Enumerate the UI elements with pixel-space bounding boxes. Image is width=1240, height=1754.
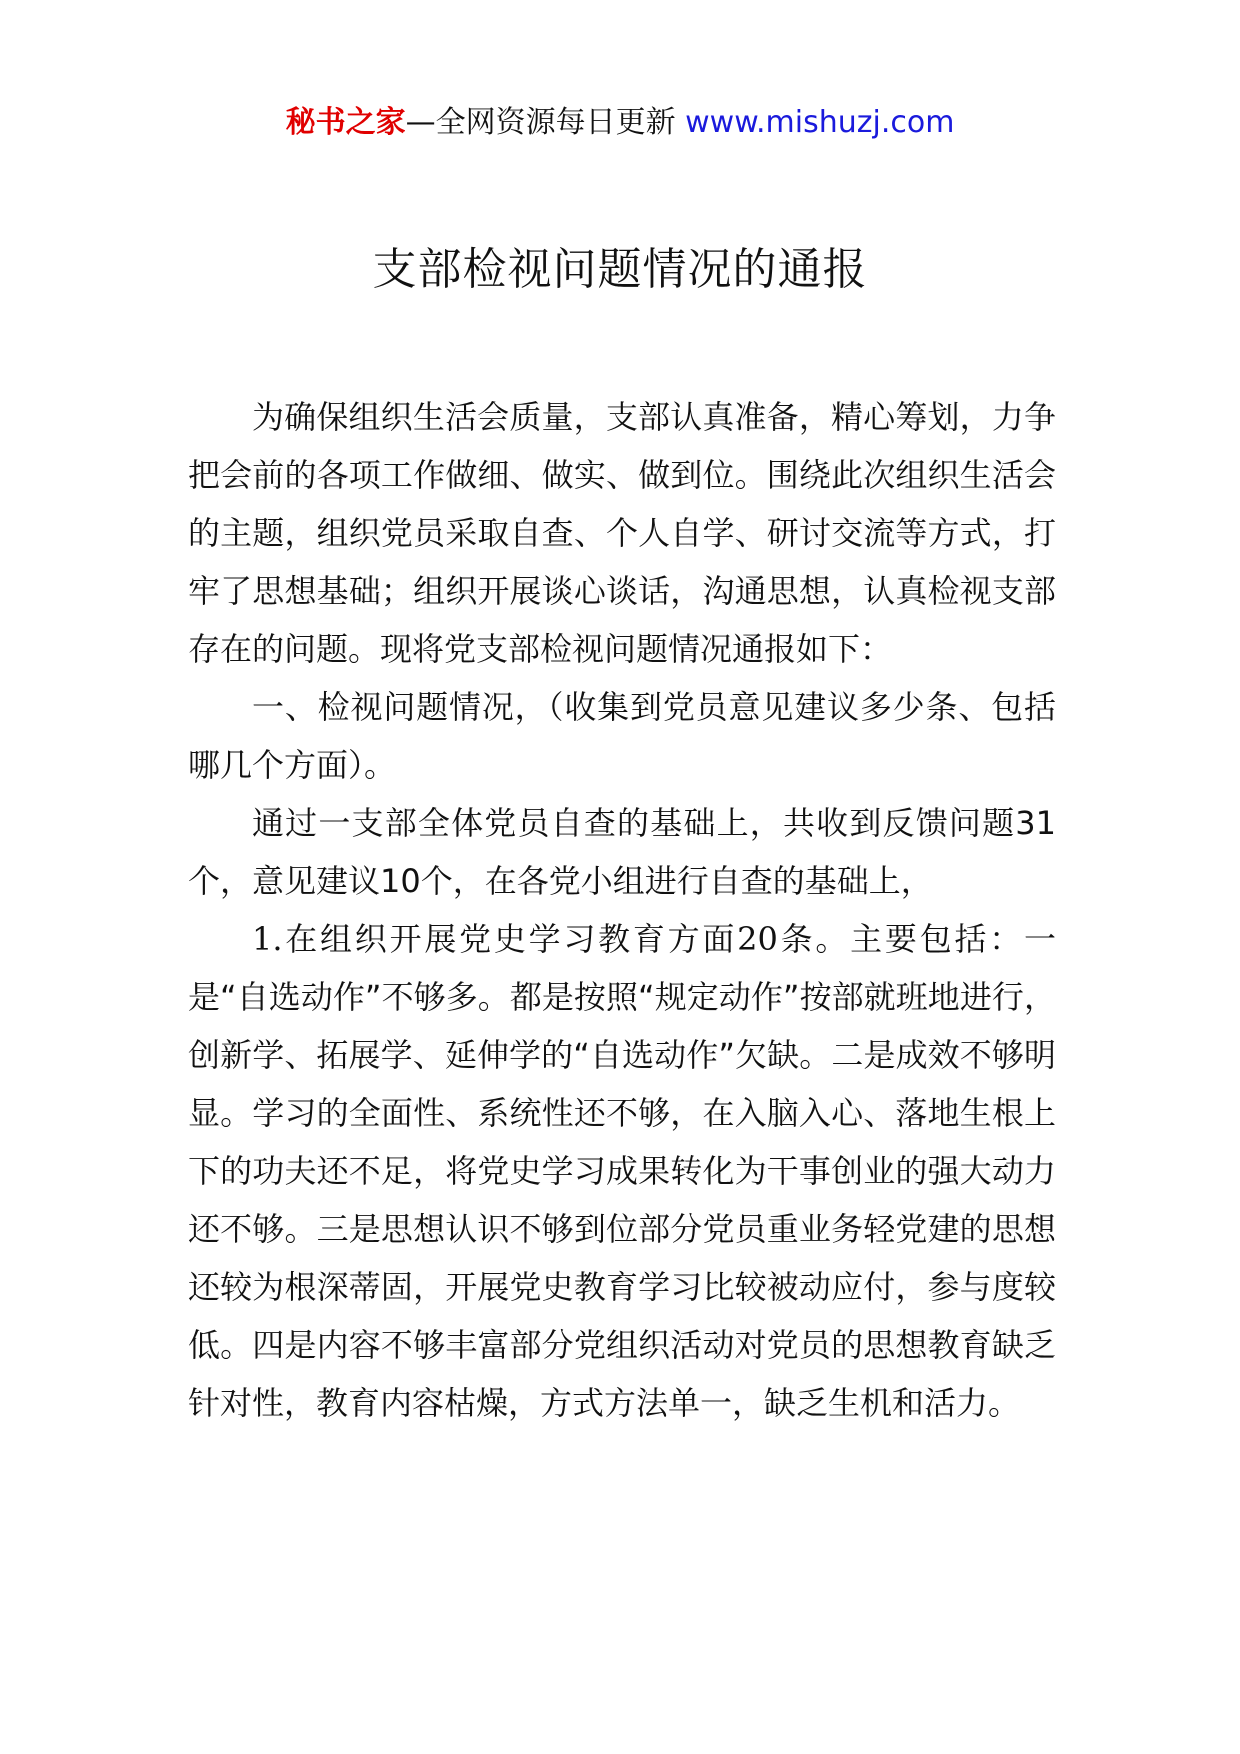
header-tagline: 全网资源每日更新 [435,105,676,140]
item-text-a: 在组织开展党史学习教育方面 [282,920,738,958]
document-title: 支部检视问题情况的通报 [372,244,868,295]
header-url-link[interactable]: www.mishuzj.com [685,105,955,140]
paragraph-summary: 通过一支部全体党员自查的基础上，共收到反馈问题31个，意见建议10个，在各党小组进行自查的基础上， [188,804,1056,900]
item-text-b: 条。主要包括：一是“自选动作”不够多。都是按照“规定动作”按部就班地进行，创新学、拓展学、延伸学的“自选动作”欠缺。二是成效不够明显。学习的全面性、系统性还不够，在入脑入心、落地生根上下的功夫还不足，将党史学习成果转化为干事创业的强大动力还不够。三是思想认识不够到位部分党员重业务轻党建的思想还较为根深蒂固，开展党史教育学习比较被动应付，参与度较低。四是内容不够丰富部分党组织活动对党员的思想教育缺乏针对性，教育内容枯燥，方式方法单一，缺乏生机和活力。 [188,920,1056,1422]
page-header [0,100,1240,146]
item-number: 1. [252,920,283,958]
item-count: 20 [737,920,778,958]
paragraph-item-1 [188,910,1056,1432]
paragraph-section-heading: 一、检视问题情况，（收集到党员意见建议多少条、包括哪几个方面）。 [188,688,1056,784]
brand-name: 秘书之家 [285,105,406,140]
paragraph-intro: 为确保组织生活会质量，支部认真准备，精心筹划，力争把会前的各项工作做细、做实、做到位。围绕此次组织生活会的主题，组织党员采取自查、个人自学、研讨交流等方式，打牢了思想基础；组织开展谈心谈话，沟通思想，认真检视支部存在的问题。现将党支部检视问题情况通报如下： [188,398,1056,668]
document-body [188,388,1056,1432]
header-dash: — [405,105,436,140]
